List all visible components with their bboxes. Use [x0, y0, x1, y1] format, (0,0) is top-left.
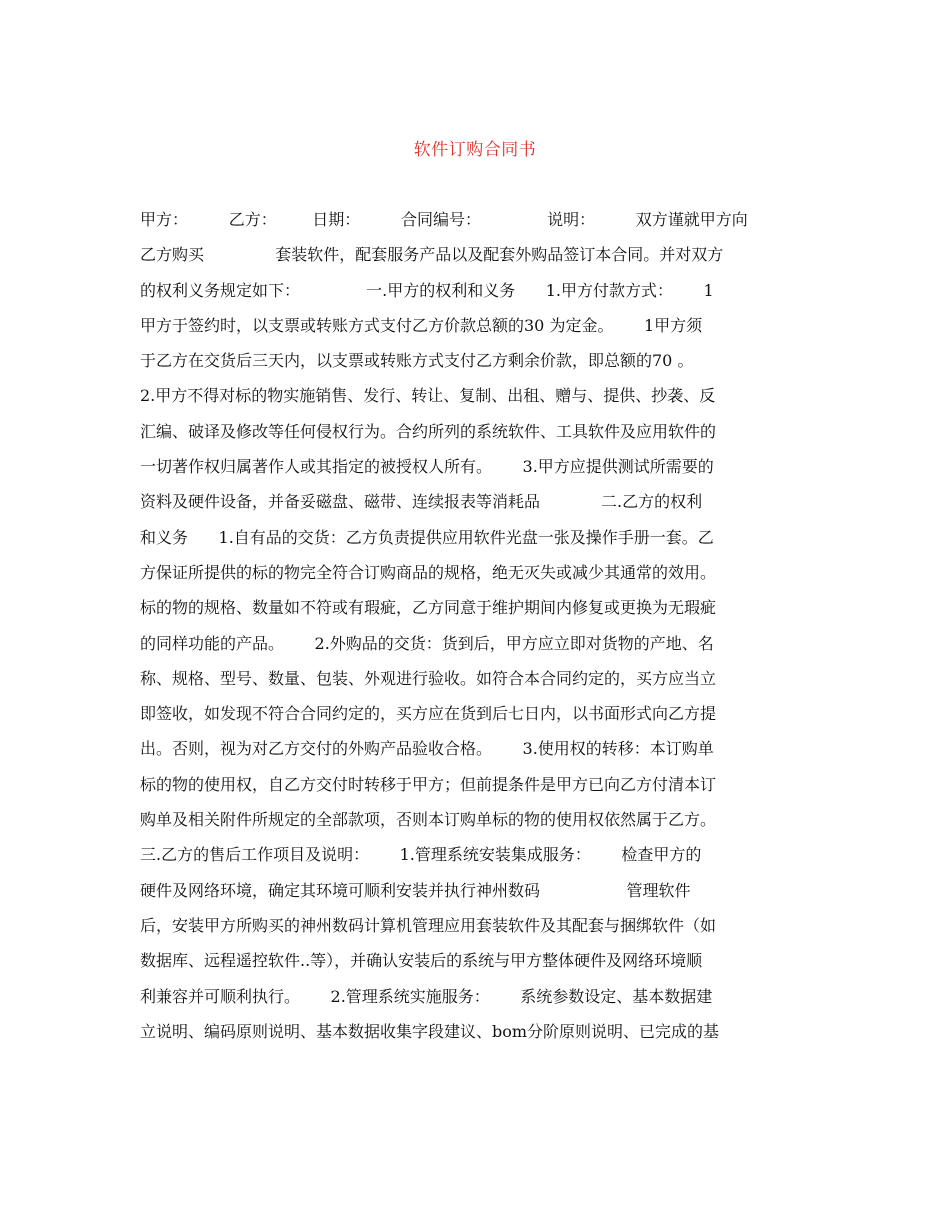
body-line: 于乙方在交货后三天内，以支票或转账方式支付乙方剩余价款，即总额的70 。 — [140, 351, 694, 371]
body-line: 和义务 1.自有品的交货：乙方负责提供应用软件光盘一张及操作手册一套。乙 — [140, 527, 714, 547]
body-line: 立说明、编码原则说明、基本数据收集字段建议、bom分阶原则说明、已完成的基 — [140, 1021, 720, 1041]
body-line: 利兼容并可顺利执行。 2.管理系统实施服务： 系统参数设定、基本数据建 — [140, 986, 713, 1006]
body-line: 硬件及网络环境，确定其环境可顺利安装并执行神州数码 管理软件 — [140, 880, 691, 900]
body-line: 购单及相关附件所规定的全部款项，否则本订购单标的物的使用权依然属于乙方。 — [140, 810, 717, 830]
body-line: 称、规格、型号、数量、包装、外观进行验收。如符合本合同约定的，买方应当立 — [140, 668, 717, 688]
body-line: 的同样功能的产品。 2.外购品的交货：货到后，甲方应立即对货物的产地、名 — [140, 633, 714, 653]
body-line: 乙方购买 套装软件，配套服务产品以及配套外购品签订本合同。并对双方 — [140, 245, 724, 265]
body-line: 后，安装甲方所购买的神州数码计算机管理应用套装软件及其配套与捆绑软件（如 — [140, 915, 717, 935]
body-line: 2.甲方不得对标的物实施销售、发行、转让、复制、出租、赠与、提供、抄袭、反 — [140, 386, 716, 406]
body-line: 标的物的规格、数量如不符或有瑕疵，乙方同意于维护期间内修复或更换为无瑕疵 — [140, 598, 717, 618]
body-line: 方保证所提供的标的物完全符合订购商品的规格，绝无灭失或减少其通常的效用。 — [140, 562, 717, 582]
body-line: 三.乙方的售后工作项目及说明： 1.管理系统安装集成服务： 检查甲方的 — [140, 845, 702, 865]
document-title: 软件订购合同书 — [413, 140, 537, 160]
body-line: 甲方于签约时，以支票或转账方式支付乙方价款总额的30 为定金。 1甲方须 — [140, 315, 703, 335]
body-line: 一切著作权归属著作人或其指定的被授权人所有。 3.甲方应提供测试所需要的 — [140, 457, 714, 477]
contract-body — [140, 202, 820, 1049]
body-line: 汇编、破译及修改等任何侵权行为。合约所列的系统软件、工具软件及应用软件的 — [140, 421, 717, 441]
body-line: 即签收，如发现不符合合同约定的，买方应在货到后七日内，以书面形式向乙方提 — [140, 704, 717, 724]
body-line: 甲方： 乙方： 日期： 合同编号： 说明： 双方谨就甲方向 — [140, 210, 748, 229]
body-line: 的权利义务规定如下： 一.甲方的权利和义务 1.甲方付款方式： 1 — [140, 280, 714, 300]
body-line: 数据库、远程遥控软件..等），并确认安装后的系统与甲方整体硬件及网络环境顺 — [140, 951, 703, 971]
body-line: 标的物的使用权，自乙方交付时转移于甲方；但前提条件是甲方已向乙方付清本订 — [140, 774, 717, 794]
body-line: 出。否则，视为对乙方交付的外购产品验收合格。 3.使用权的转移：本订购单 — [140, 739, 714, 759]
body-line: 资料及硬件设备，并备妥磁盘、磁带、连续报表等消耗品 二.乙方的权利 — [140, 492, 703, 512]
